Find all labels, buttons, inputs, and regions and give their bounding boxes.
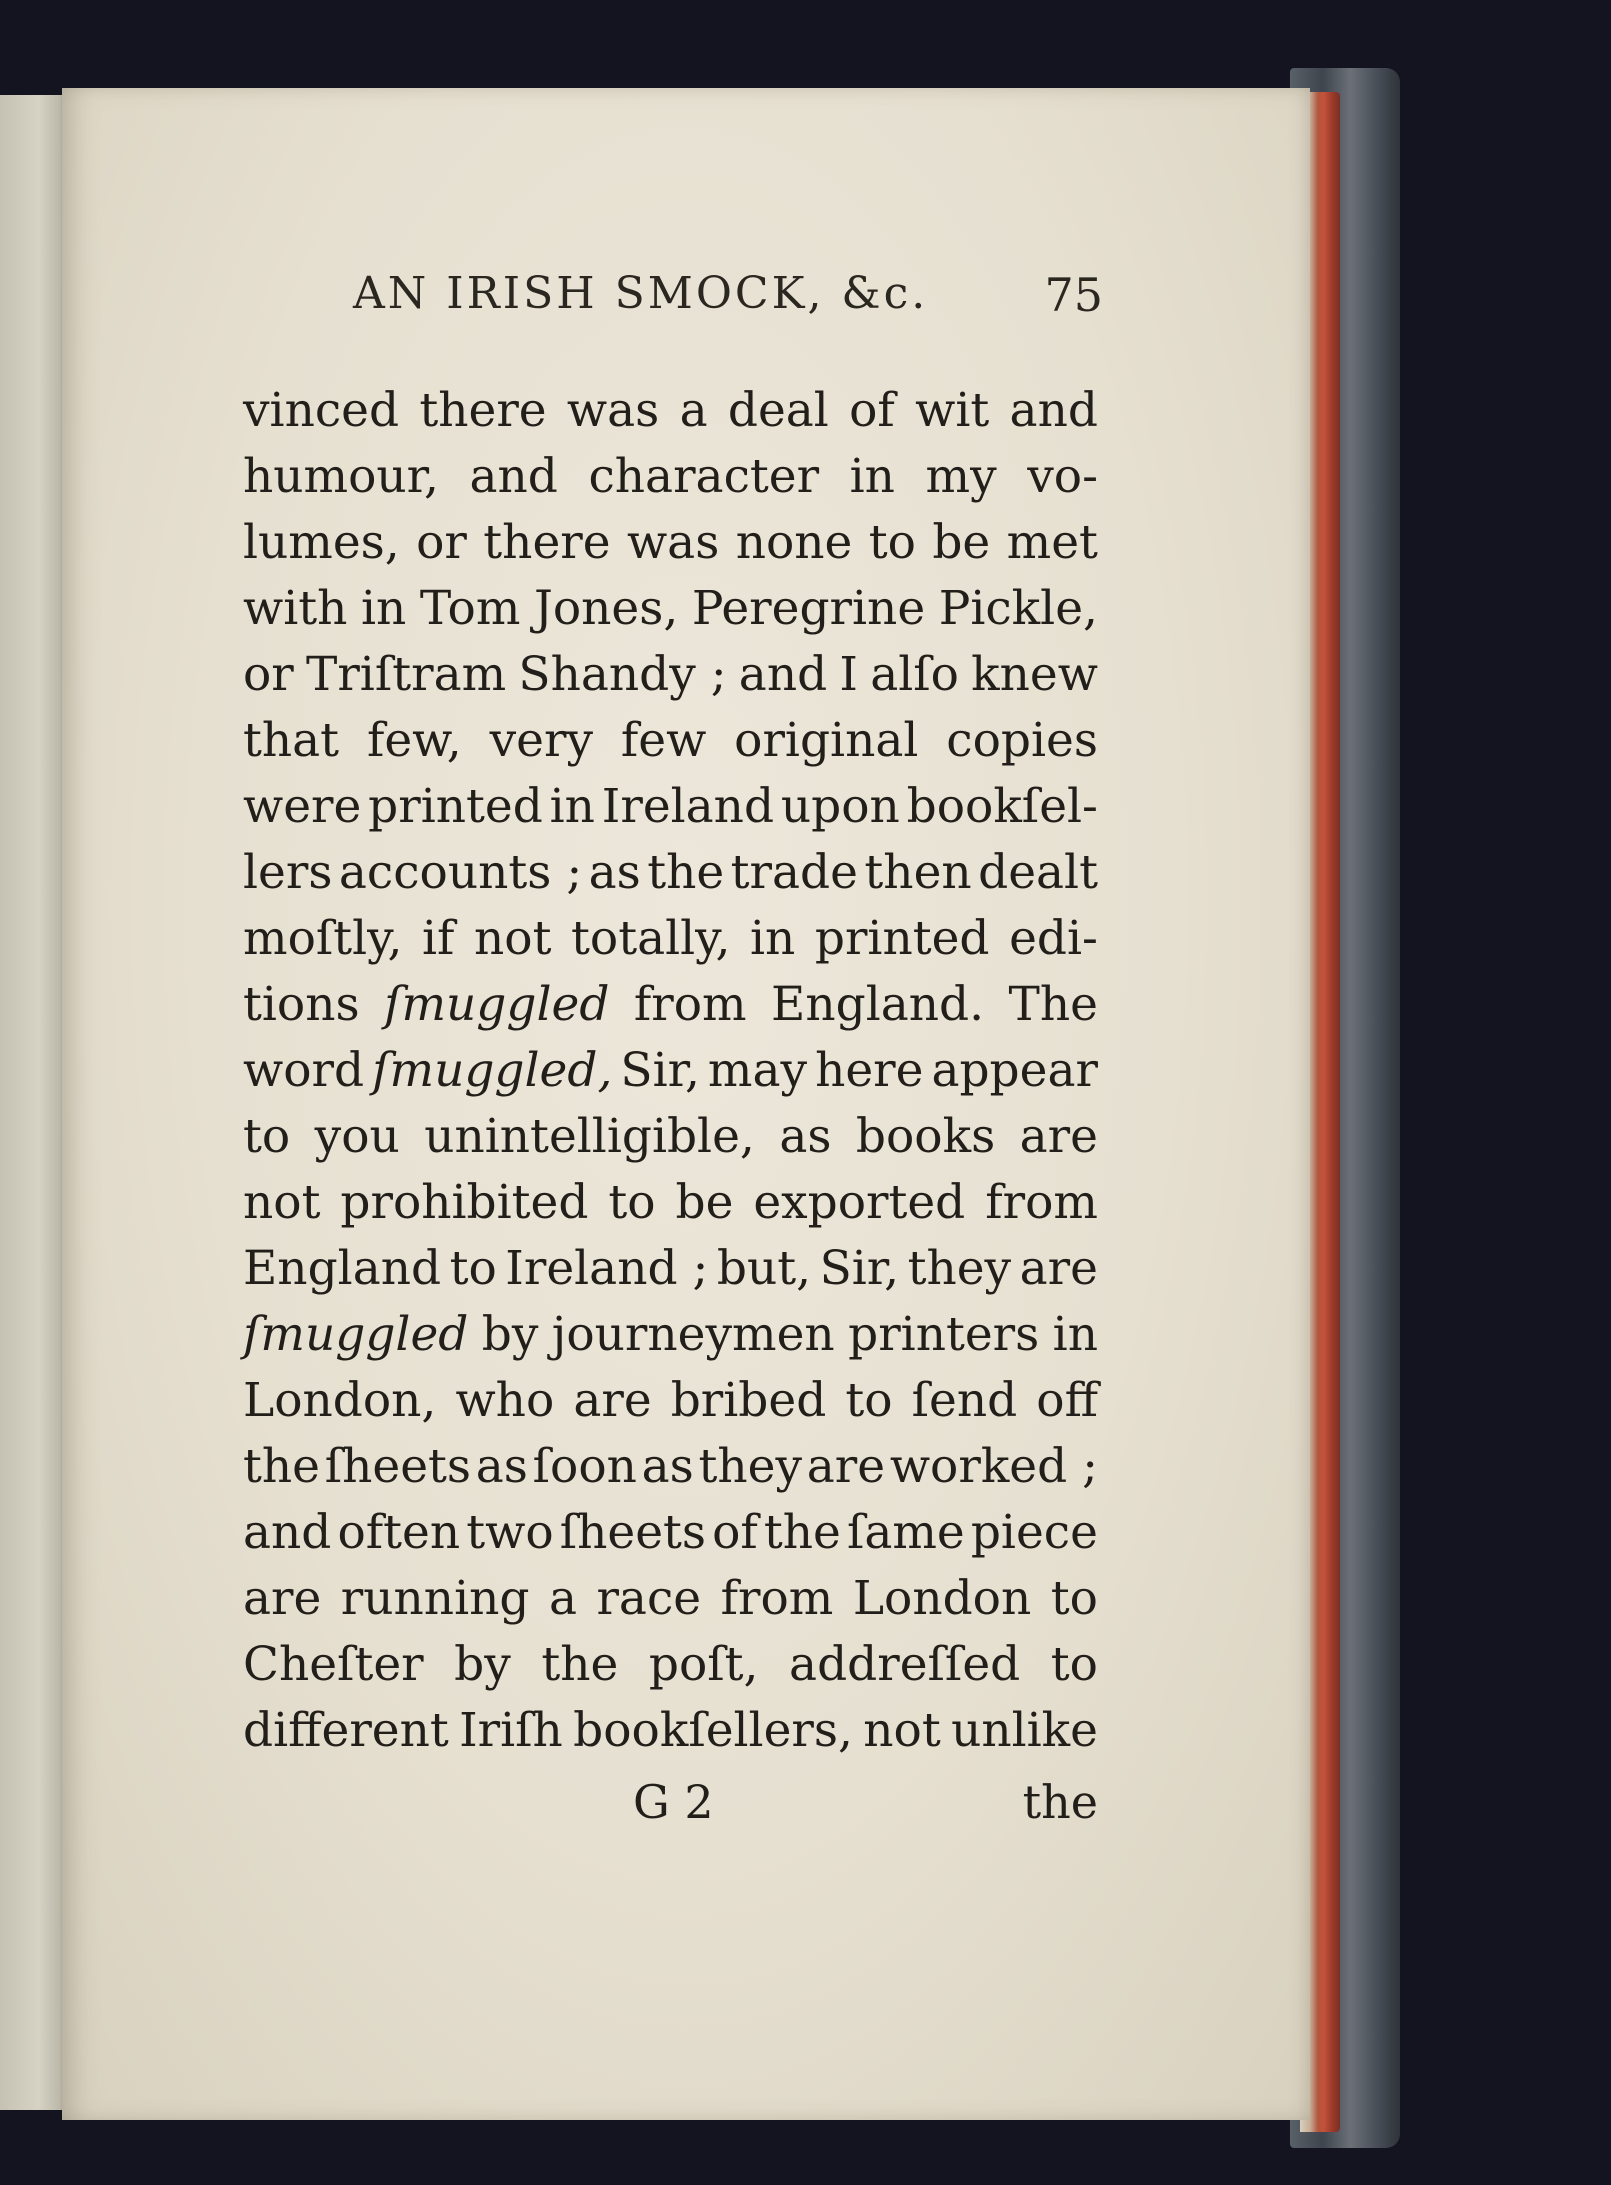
word: met [1006, 515, 1098, 570]
word: England. [771, 977, 985, 1032]
word: to [1050, 1571, 1098, 1626]
word: worked ; [889, 1439, 1098, 1494]
word: are [243, 1571, 322, 1626]
word: Ireland [601, 779, 775, 834]
word: Sir, [819, 1241, 900, 1296]
word: you [314, 1109, 400, 1164]
word: unlike [951, 1703, 1098, 1758]
word: was [566, 383, 660, 438]
word: ſheets [559, 1505, 707, 1560]
word: unintelligible, [424, 1109, 755, 1164]
word: printed [368, 779, 543, 834]
word: moſtly, [243, 911, 403, 966]
word: may [707, 1043, 808, 1098]
word: exported [753, 1175, 966, 1230]
word: wit [915, 383, 990, 438]
text-line [243, 906, 1098, 972]
word: and [738, 647, 828, 702]
word: to [845, 1373, 893, 1428]
word: in [360, 581, 407, 636]
word: lers [243, 845, 333, 900]
page-footer [243, 1775, 1098, 1841]
word: they [698, 1439, 803, 1494]
word: was [626, 515, 720, 570]
word: off [1036, 1373, 1098, 1428]
word: printers [848, 1307, 1040, 1362]
word: my [925, 449, 997, 504]
text-line [243, 972, 1098, 1038]
word: London [852, 1571, 1032, 1626]
word: books [855, 1109, 996, 1164]
word: dealt [978, 845, 1098, 900]
word: knew [971, 647, 1098, 702]
word: often [337, 1505, 461, 1560]
word: of [712, 1505, 758, 1560]
word: a [679, 383, 708, 438]
word: they [907, 1241, 1012, 1296]
word: then [864, 845, 972, 900]
word: ſmuggled [243, 1307, 469, 1362]
word: Ireland ; [505, 1241, 709, 1296]
word: edi- [1009, 911, 1098, 966]
word: ſheets [324, 1439, 472, 1494]
word: or [416, 515, 467, 570]
word: ſoon [532, 1439, 637, 1494]
word: the [243, 1439, 320, 1494]
text-line [243, 1236, 1098, 1302]
word: Peregrine [691, 581, 926, 636]
word: as [475, 1439, 528, 1494]
text-line [243, 444, 1098, 510]
word: and [243, 1505, 332, 1560]
word: not [474, 911, 552, 966]
word: deal [727, 383, 829, 438]
word: addreſſed [789, 1637, 1021, 1692]
word: Cheſter [243, 1637, 424, 1692]
word: who [455, 1373, 555, 1428]
word: Tom [419, 581, 521, 636]
word: ſmuggled [384, 977, 610, 1032]
word: bookſel- [906, 779, 1098, 834]
text-line [243, 378, 1098, 444]
word: word [243, 1043, 365, 1098]
text-line [243, 1698, 1098, 1764]
word: be [932, 515, 991, 570]
word: Jones, [534, 581, 679, 636]
word: to [1050, 1637, 1098, 1692]
word: tions [243, 977, 360, 1032]
text-line [243, 1302, 1098, 1368]
word: The [1008, 977, 1098, 1032]
word: totally, [571, 911, 731, 966]
previous-page-edge [0, 95, 70, 2110]
word: original [734, 713, 919, 768]
word: by [454, 1637, 511, 1692]
word: but, [716, 1241, 812, 1296]
text-line [243, 708, 1098, 774]
word: were [243, 779, 362, 834]
word: humour, [243, 449, 439, 504]
word: London, [243, 1373, 437, 1428]
word: few, [366, 713, 462, 768]
word: none [735, 515, 853, 570]
word: not [863, 1703, 941, 1758]
word: copies [946, 713, 1098, 768]
word: as [588, 845, 641, 900]
word: Iriſh [459, 1703, 563, 1758]
word: running [340, 1571, 530, 1626]
word: from [720, 1571, 834, 1626]
text-line [243, 1566, 1098, 1632]
word: alſo [870, 647, 959, 702]
word: prohibited [340, 1175, 589, 1230]
word: I [839, 647, 858, 702]
word: to [608, 1175, 656, 1230]
word: there [483, 515, 611, 570]
text-line [243, 642, 1098, 708]
word: bribed [670, 1373, 827, 1428]
word: race [596, 1571, 702, 1626]
word: that [243, 713, 340, 768]
word: in [1052, 1307, 1098, 1362]
word: the [541, 1637, 619, 1692]
word: in [849, 449, 895, 504]
word: of [849, 383, 895, 438]
word: be [675, 1175, 734, 1230]
text-line [243, 1632, 1098, 1698]
word: or [243, 647, 294, 702]
word: Triſtram [305, 647, 507, 702]
word: as [779, 1109, 832, 1164]
word: the [647, 845, 725, 900]
word: not [243, 1175, 321, 1230]
running-head [283, 268, 1103, 338]
text-line [243, 1434, 1098, 1500]
word: poſt, [648, 1637, 759, 1692]
text-line [243, 510, 1098, 576]
catchword: the [1022, 1775, 1098, 1829]
word: with [243, 581, 348, 636]
word: character [588, 449, 820, 504]
word: are [806, 1439, 886, 1494]
word: Pickle, [938, 581, 1098, 636]
word: piece [970, 1505, 1098, 1560]
word: from [633, 977, 747, 1032]
word: ſame [846, 1505, 965, 1560]
word: here [815, 1043, 924, 1098]
word: Shandy ; [518, 647, 727, 702]
text-line [243, 576, 1098, 642]
word: vo- [1027, 449, 1098, 504]
word: upon [780, 779, 900, 834]
word: and [469, 449, 558, 504]
word: from [985, 1175, 1098, 1230]
word: two [466, 1505, 554, 1560]
signature-mark: G 2 [633, 1775, 714, 1829]
body-text [243, 378, 1098, 1764]
word: if [422, 911, 455, 966]
word: vinced [243, 383, 400, 438]
word: the [763, 1505, 841, 1560]
word: by [481, 1307, 539, 1362]
text-line [243, 840, 1098, 906]
word: to [868, 515, 916, 570]
word: are [1019, 1109, 1098, 1164]
word: very [489, 713, 593, 768]
word: Sir, [620, 1043, 700, 1098]
word: England [243, 1241, 442, 1296]
word: there [419, 383, 547, 438]
page-number: 75 [1044, 268, 1103, 322]
running-title: AN IRISH SMOCK, &c. [353, 268, 929, 319]
word: few [620, 713, 707, 768]
text-line [243, 1368, 1098, 1434]
word: a [548, 1571, 577, 1626]
word: bookſellers, [573, 1703, 853, 1758]
word: and [1009, 383, 1098, 438]
word: are [1019, 1241, 1098, 1296]
word: lumes, [243, 515, 400, 570]
text-line [243, 1170, 1098, 1236]
text-line [243, 1104, 1098, 1170]
word: to [449, 1241, 497, 1296]
word: to [243, 1109, 291, 1164]
word: printed [814, 911, 990, 966]
text-line [243, 1038, 1098, 1104]
word: are [573, 1373, 652, 1428]
text-line [243, 774, 1098, 840]
word: ſmuggled, [372, 1043, 613, 1098]
word: appear [931, 1043, 1098, 1098]
text-line [243, 1500, 1098, 1566]
word: accounts ; [338, 845, 583, 900]
word: as [641, 1439, 694, 1494]
word: in [750, 911, 796, 966]
word: trade [730, 845, 858, 900]
word: journeymen [551, 1307, 835, 1362]
word: in [549, 779, 595, 834]
word: different [243, 1703, 449, 1758]
word: ſend [911, 1373, 1018, 1428]
